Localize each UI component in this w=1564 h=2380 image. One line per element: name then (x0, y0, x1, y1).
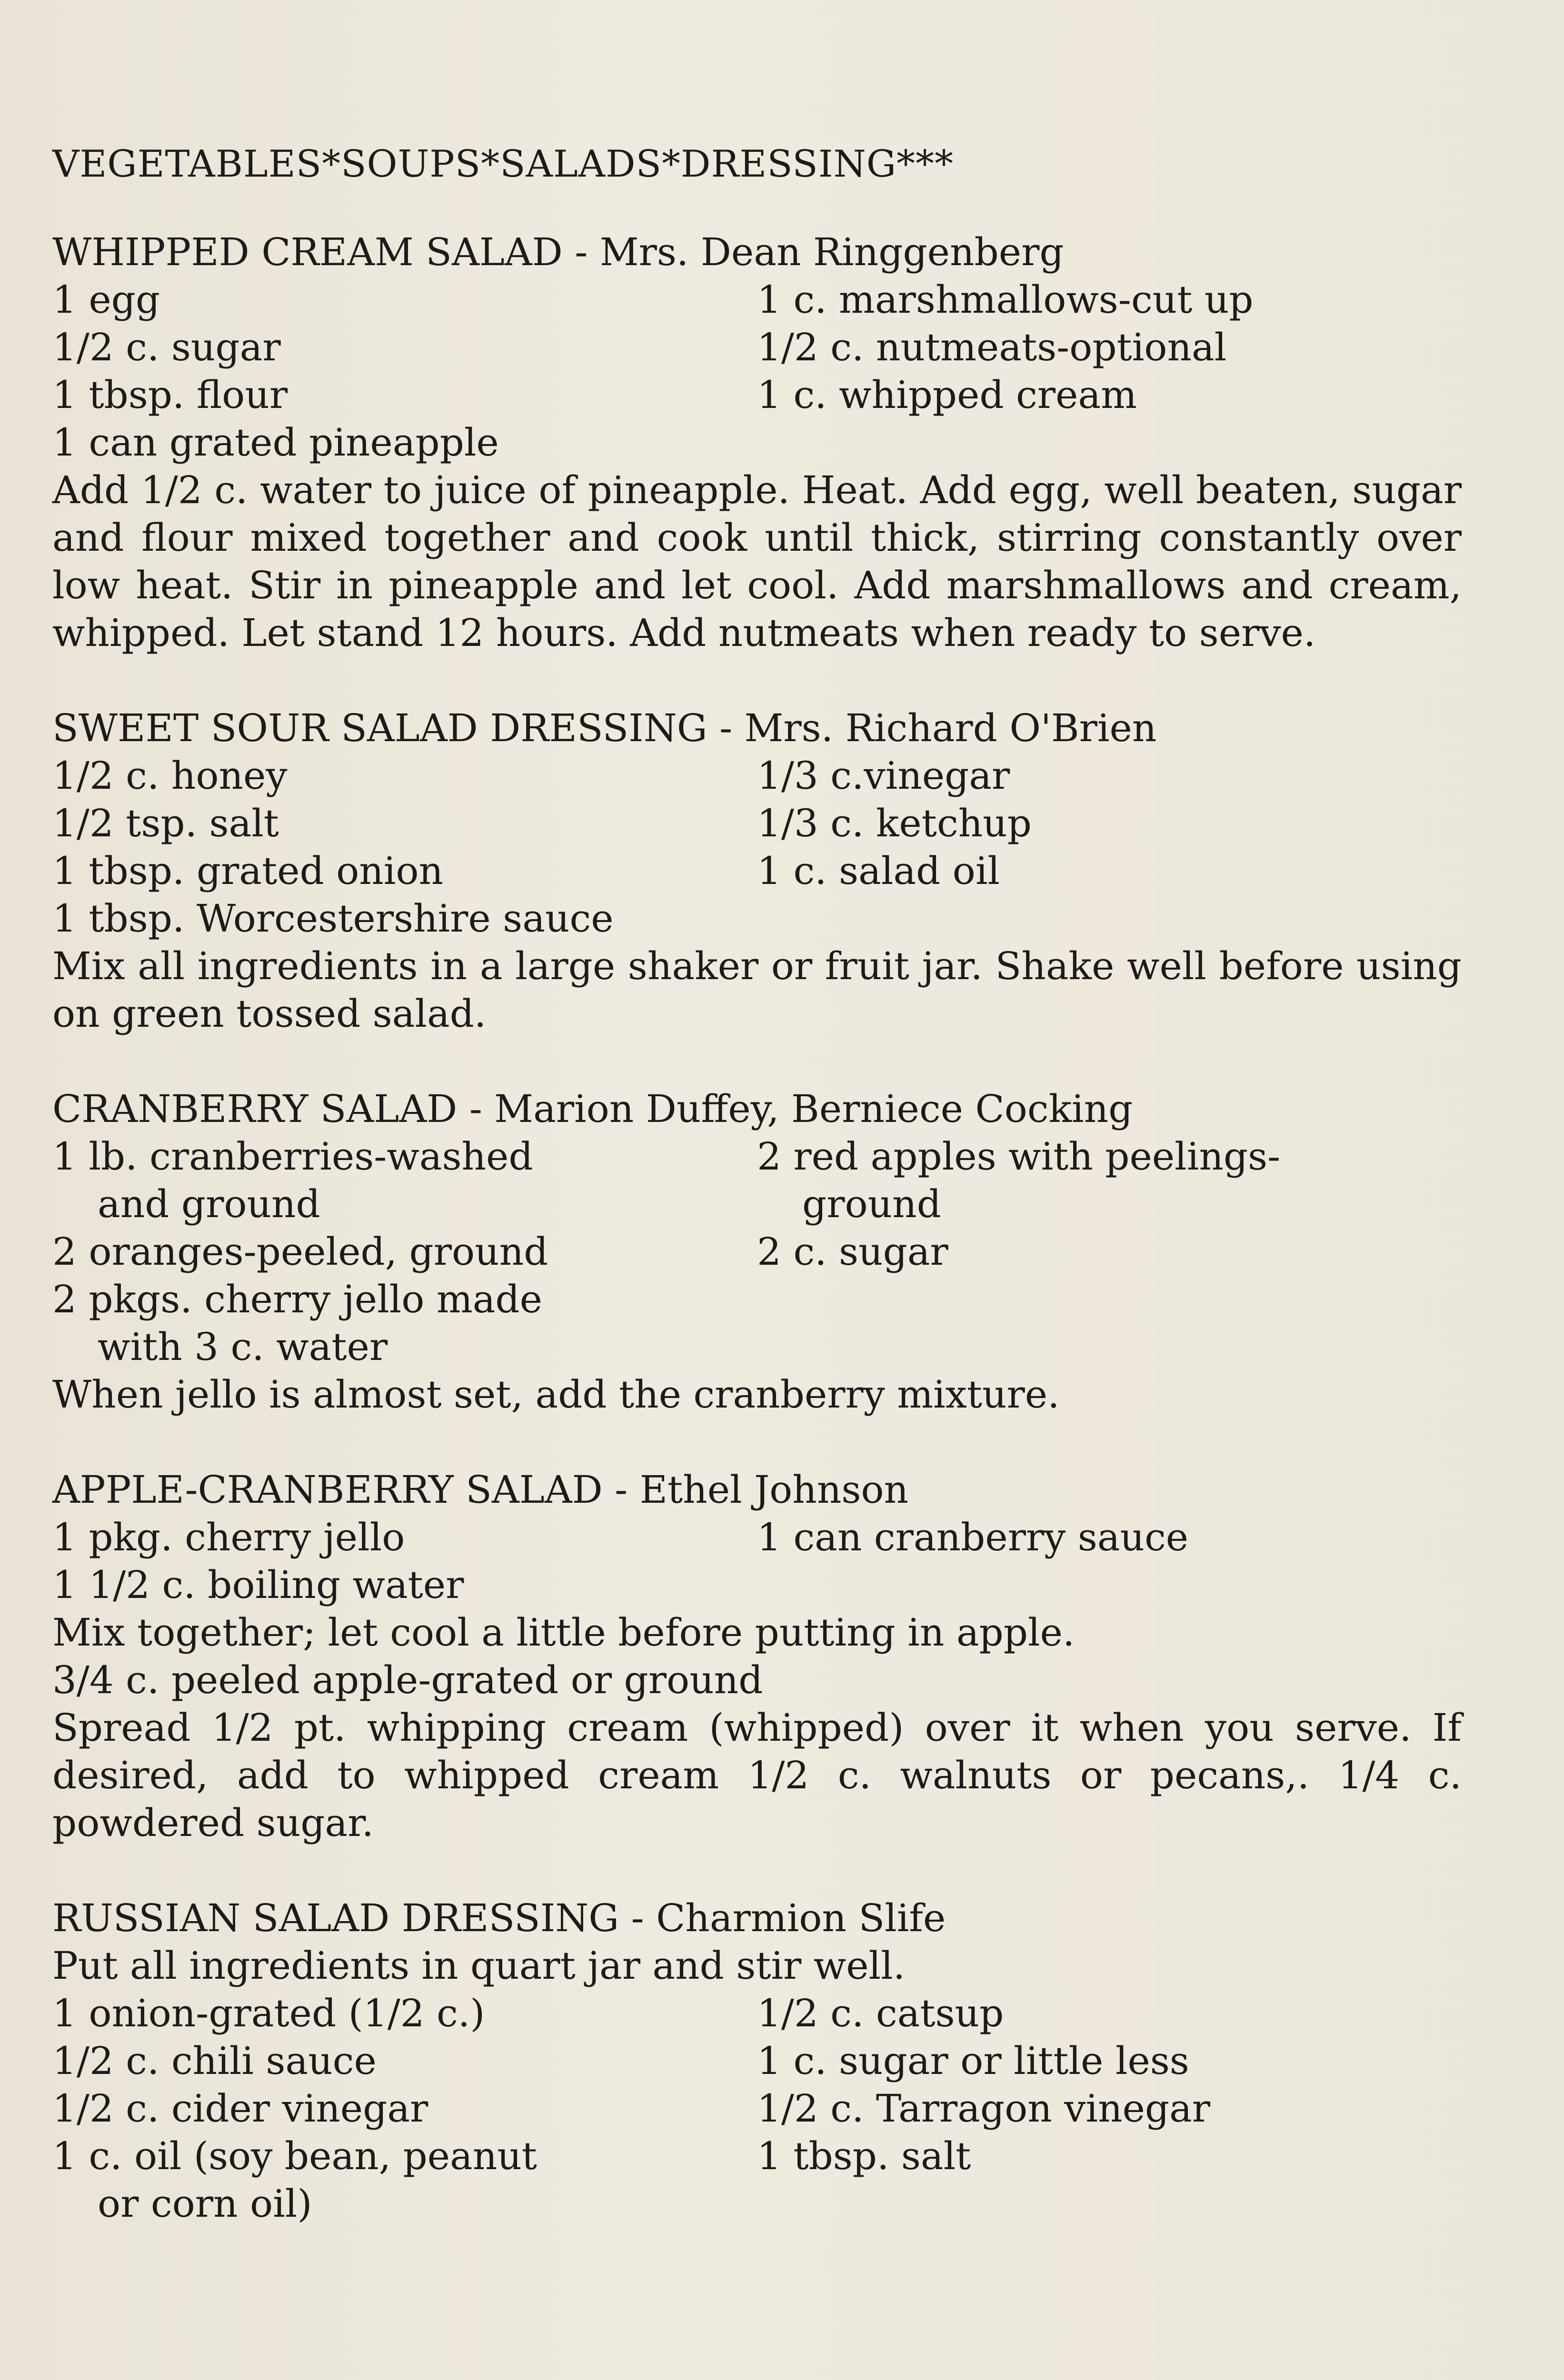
ingredient: 1/2 c. Tarragon vinegar (757, 2086, 1210, 2131)
ingredient: 1/2 c. catsup (757, 1991, 1004, 2035)
ingredient (757, 1276, 1462, 1323)
ingredient-row (52, 276, 1462, 324)
ingredient: 1 can cranberry sauce (757, 1515, 1189, 1559)
ingredient: 1 pkg. cherry jello (52, 1515, 405, 1559)
ingredient-row (52, 847, 1462, 895)
ingredient: 1/3 c.vinegar (757, 754, 1010, 798)
recipe-whipped-cream-salad (52, 228, 1462, 657)
ingredient: or corn oil) (98, 2182, 312, 2226)
ingredient: 1/3 c. ketchup (757, 801, 1032, 845)
ingredient: 2 red apples with peelings- (757, 1134, 1281, 1179)
ingredient: 1 tbsp. Worcestershire sauce (52, 896, 614, 941)
directions: Put all ingredients in quart jar and stir well. (52, 1944, 906, 1988)
ingredient: 2 pkgs. cherry jello made (52, 1277, 542, 1321)
ingredient-row (52, 1990, 1462, 2037)
ingredient-row (52, 371, 1462, 419)
ingredient: 1 c. whipped cream (757, 373, 1137, 417)
ingredient: 1 tbsp. grated onion (52, 849, 444, 893)
section-header: VEGETABLES*SOUPS*SALADS*DRESSING*** (52, 143, 954, 186)
ingredient: 1 egg (52, 278, 160, 322)
recipe-title: RUSSIAN SALAD DRESSING - Charmion Slife (52, 1896, 946, 1940)
ingredient: 1 onion-grated (1/2 c.) (52, 1991, 485, 2035)
ingredient-row (52, 1323, 1462, 1371)
ingredient-row (52, 2132, 1462, 2180)
content (52, 143, 1462, 2275)
ingredient: 2 oranges-peeled, ground (52, 1230, 548, 1274)
ingredient: 1 c. marshmallows-cut up (757, 278, 1254, 322)
ingredient: 1/2 tsp. salt (52, 801, 279, 845)
ingredient-row (52, 1133, 1462, 1180)
recipe-title: APPLE-CRANBERRY SALAD - Ethel Johnson (52, 1468, 909, 1512)
ingredient-row (52, 1276, 1462, 1323)
ingredient: and ground (98, 1182, 320, 1226)
recipe-cranberry-salad (52, 1085, 1462, 1418)
ingredient: 1 c. oil (soy bean, peanut (52, 2134, 537, 2178)
ingredient-row (52, 2180, 1462, 2228)
ingredient-row (52, 1228, 1462, 1276)
ingredient: 1/2 c. chili sauce (52, 2039, 377, 2083)
recipe-russian-dressing (52, 1894, 1462, 2228)
ingredient: 1 tbsp. salt (757, 2134, 971, 2178)
ingredient: 1/2 c. honey (52, 754, 288, 798)
recipe-title: WHIPPED CREAM SALAD - Mrs. Dean Ringgenberg (52, 230, 1064, 274)
ingredient: ground (802, 1182, 941, 1226)
ingredient-row (52, 800, 1462, 847)
ingredient: 1 can grated pineapple (52, 420, 499, 465)
ingredient: 3/4 c. peeled apple-grated or ground (52, 1658, 763, 1702)
directions: Spread 1/2 pt. whipping cream (whipped) over it when you serve. If desired, add to whipped cream 1/2 c. walnuts or pecans,. 1/4 c. powdered sugar. (52, 1706, 1462, 1845)
ingredient: 1/2 c. cider vinegar (52, 2086, 428, 2131)
ingredient: 1 1/2 c. boiling water (52, 1563, 464, 1607)
recipe-title: CRANBERRY SALAD - Marion Duffey, Berniece Cocking (52, 1087, 1133, 1131)
ingredient: with 3 c. water (98, 1325, 388, 1369)
ingredient (780, 2180, 1462, 2228)
ingredient: 1/2 c. sugar (52, 325, 281, 369)
recipe-sweet-sour-dressing (52, 704, 1462, 1038)
ingredient: 1/2 c. nutmeats-optional (757, 325, 1227, 369)
ingredient-row (52, 324, 1462, 371)
directions: Add 1/2 c. water to juice of pineapple. Heat. Add egg, well beaten, sugar and flour mixed together and cook until thick, stirring constantly over low heat. Stir in pineapple and let cool. Add marshmallows and cream, whipped. Let stand 12 hours. Add nutmeats when ready to serve. (52, 468, 1462, 655)
directions: When jello is almost set, add the cranberry mixture. (52, 1372, 1060, 1417)
ingredient-row (52, 1514, 1462, 1561)
ingredient (780, 1323, 1462, 1371)
ingredient-row (52, 2085, 1462, 2132)
recipe-apple-cranberry-salad (52, 1466, 1462, 1847)
ingredient-row (52, 1180, 1462, 1228)
ingredient-row (52, 752, 1462, 800)
ingredient: 1 tbsp. flour (52, 373, 288, 417)
ingredient: 1 c. sugar or little less (757, 2039, 1189, 2083)
recipe-title: SWEET SOUR SALAD DRESSING - Mrs. Richard O'Brien (52, 706, 1157, 750)
ingredient: 1 c. salad oil (757, 849, 1000, 893)
ingredient: 2 c. sugar (757, 1230, 948, 1274)
ingredient-row (52, 2037, 1462, 2085)
directions: Mix all ingredients in a large shaker or fruit jar. Shake well before using on green tossed salad. (52, 944, 1462, 1036)
ingredient: 1 lb. cranberries-washed (52, 1134, 533, 1179)
directions: Mix together; let cool a little before putting in apple. (52, 1610, 1075, 1655)
